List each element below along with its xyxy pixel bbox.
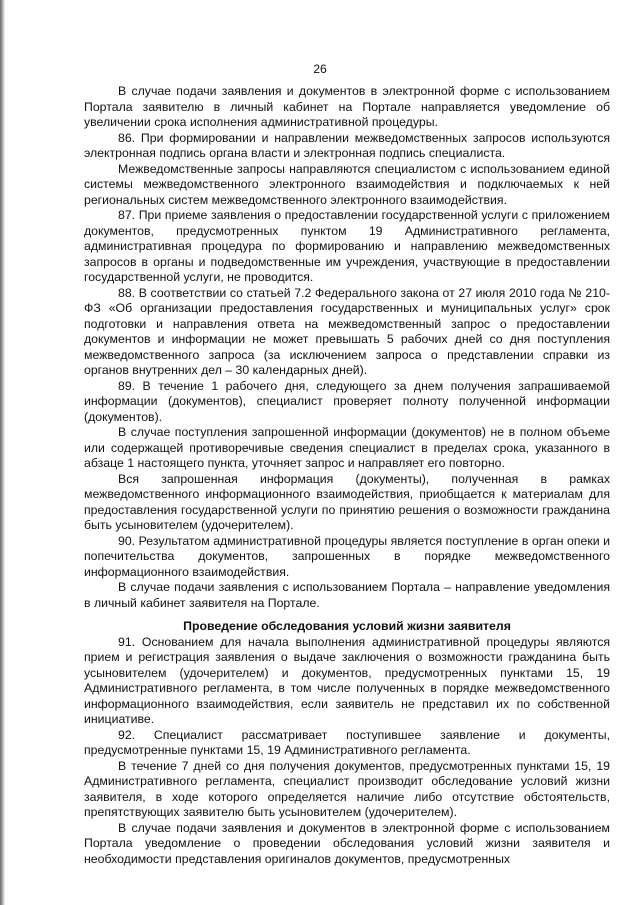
paragraph: В случае подачи заявления и документов в электронной форме с использованием Портала заявителю в личный кабинет на Портале направляется уведомление об увеличении срока исполнения административной процедуры. [84, 84, 610, 129]
paragraph: 88. В соответствии со статьей 7.2 Федерального закона от 27 июля 2010 года № 210-ФЗ «Об организации предоставления государственных и муниципальных услуг» срок подготовки и направления ответа на межведомственный запрос о предоставлении документов и информации не может превышать 5 рабочих дней со дня поступления межведомственного запроса (за исключением запроса о представлении справки из органов внутренних дел – 30 календарных дней). [84, 285, 610, 377]
section-heading: Проведение обследования условий жизни заявителя [183, 619, 511, 633]
paragraph: 86. При формировании и направлении межведомственных запросов используются электронная подпись органа власти и электронная подпись специалиста. [84, 130, 610, 160]
paragraph: Вся запрошенная информация (документы), полученная в рамках межведомственного информационного взаимодействия, приобщается к материалам для предоставления государственной услуги по принятию решения о возможности гражданина быть усыновителем (удочерителем). [84, 471, 610, 532]
paragraph: 89. В течение 1 рабочего дня, следующего за днем получения запрашиваемой информации (документов), специалист проверяет полноту полученной информации (документов). [84, 378, 610, 424]
paragraph: В течение 7 дней со дня получения документов, предусмотренных пунктами 15, 19 Административного регламента, специалист производит обследование условий жизни заявителя, в ходе которого определяется наличие либо отсутствие обстоятельств, препятствующих заявителю быть усыновителем (удочерителем). [84, 758, 610, 819]
paragraph: 90. Результатом административной процедуры является поступление в орган опеки и попечительства документов, запрошенных в порядке межведомственного информационного взаимодействия. [84, 533, 610, 579]
document-body [84, 84, 610, 867]
paragraph: 91. Основанием для начала выполнения административной процедуры являются прием и регистрация заявления о выдаче заключения о возможности гражданина быть усыновителем (удочерителем) и документов, предусмотренных пунктами 15, 19 Административного регламента, в том числе полученных в порядке межведомственного информационного взаимодействия, если заявитель не представил их по собственной инициативе. [84, 634, 610, 726]
page-number: 26 [313, 62, 327, 76]
paragraph: В случае подачи заявления и документов в электронной форме с использованием Портала уведомление о проведении обследования условий жизни заявителя и необходимости представления оригиналов документов, предусмотренных [84, 820, 610, 866]
paragraph: В случае поступления запрошенной информации (документов) не в полном объеме или содержащей противоречивые сведения специалист в пределах срока, указанного в абзаце 1 настоящего пункта, уточняет запрос и направляет его повторно. [84, 425, 610, 470]
paragraph: Межведомственные запросы направляются специалистом с использованием единой системы межведомственного электронного взаимодействия и подключаемых к ней региональных систем межведомственного электронного взаимодействия. [84, 161, 610, 207]
scan-edge [0, 0, 5, 905]
paragraph: В случае подачи заявления с использованием Портала – направление уведомления в личный кабинет заявителя на Портале. [84, 580, 610, 610]
paragraph: 87. При приеме заявления о предоставлении государственной услуги с приложением документов, предусмотренных пунктом 19 Административного регламента, административная процедура по формированию и направлению межведомственных запросов в органы и подведомственные им учреждения, участвующие в предоставлении государственной услуги, не проводится. [84, 208, 610, 284]
paragraph: 92. Специалист рассматривает поступившее заявление и документы, предусмотренные пунктами 15, 19 Административного регламента. [84, 727, 610, 757]
